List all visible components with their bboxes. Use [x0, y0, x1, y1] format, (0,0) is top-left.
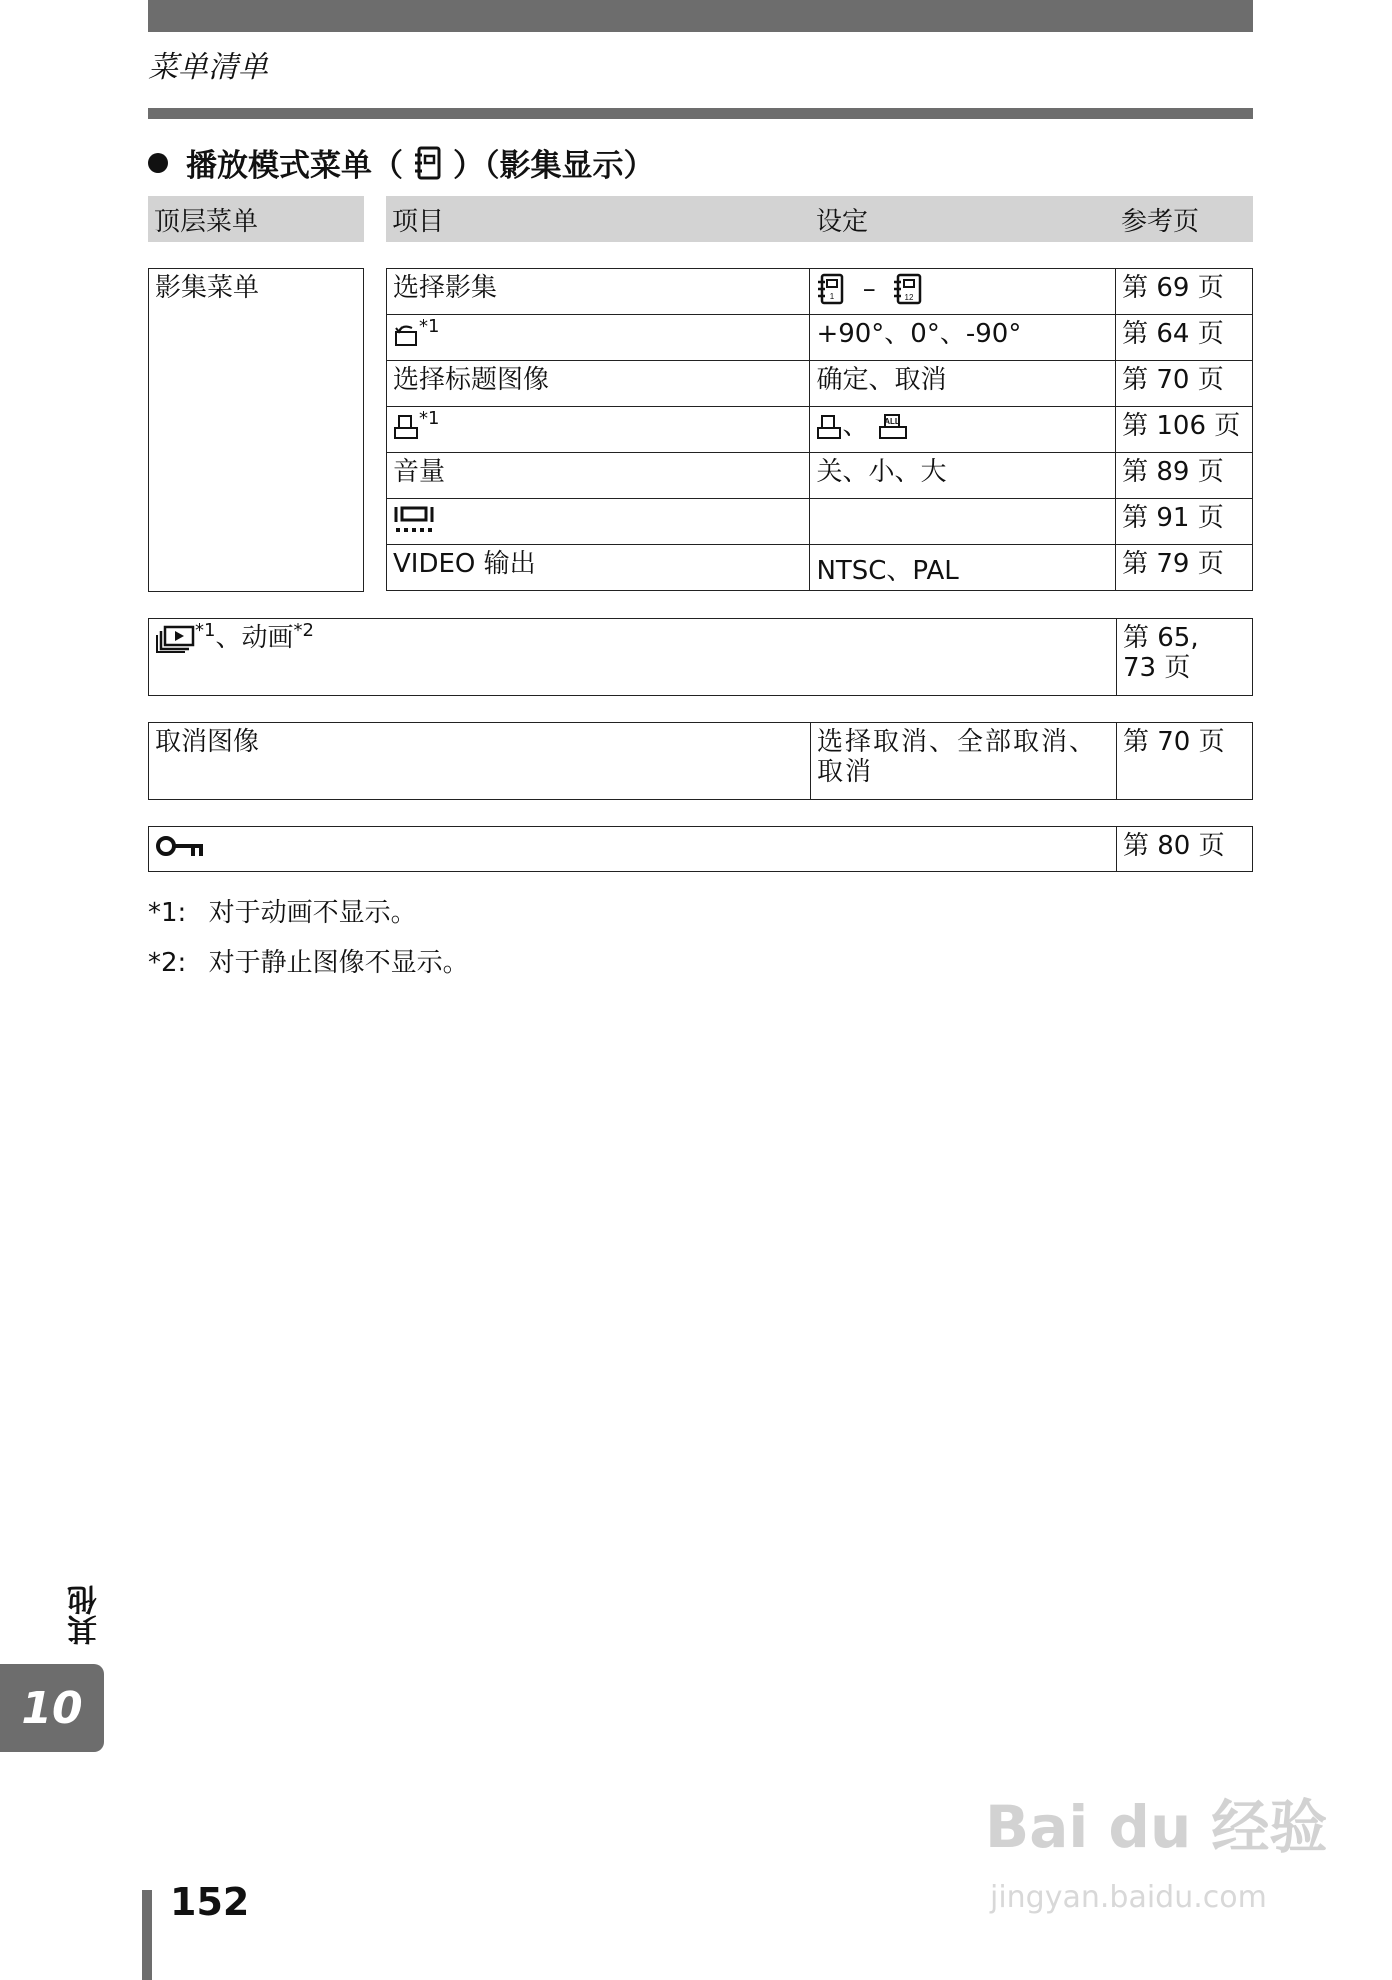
setting-dash: – — [862, 273, 876, 304]
rotate-icon — [393, 322, 419, 348]
header-top-menu-label: 顶层菜单 — [154, 206, 259, 237]
table-row — [387, 545, 1253, 591]
footnote-mark: *2 — [293, 620, 314, 641]
album-menu-table — [386, 268, 1253, 591]
watermark-url: jingyan.baidu.com — [990, 1880, 1267, 1915]
print-all-icon — [877, 412, 909, 442]
section-title-prefix: 播放模式菜单（ — [186, 148, 403, 184]
row-item — [387, 315, 810, 361]
chapter-label: 其他 — [68, 1585, 103, 1645]
section-title-suffix: ）（影集显示） — [453, 148, 655, 184]
row-setting: +90°、0°、-90° — [810, 315, 1116, 361]
footnote-1 — [148, 892, 417, 929]
table-row — [387, 407, 1253, 453]
bullet-icon — [148, 153, 168, 173]
protect-page: 第 80 页 — [1116, 827, 1253, 871]
page-line-2: 73 页 — [1123, 653, 1191, 683]
cancel-item: 取消图像 — [155, 727, 260, 757]
row-item — [387, 499, 810, 545]
protect-item — [149, 827, 211, 871]
cancel-row — [148, 722, 1253, 800]
print-single-icon — [816, 413, 842, 441]
row-page: 第 69 页 — [1116, 269, 1253, 315]
screen-brightness-icon — [393, 504, 435, 534]
row-setting: 关、小、大 — [810, 453, 1116, 499]
row-page: 第 79 页 — [1116, 545, 1253, 591]
footnote-2 — [148, 942, 469, 979]
slideshow-icon — [155, 625, 195, 653]
row-item — [387, 407, 810, 453]
album-12-icon — [892, 273, 924, 305]
album-menu-cell — [148, 268, 364, 592]
header-refpage-label: 参考页 — [1121, 206, 1200, 237]
print-icon — [393, 413, 419, 441]
album-1-icon — [816, 273, 846, 305]
row-page: 第 106 页 — [1116, 407, 1253, 453]
table-row — [387, 315, 1253, 361]
slideshow-row — [148, 618, 1253, 696]
header-top-menu — [148, 196, 364, 242]
row-item: 音量 — [387, 453, 810, 499]
watermark-brand: Bai du 经验 — [985, 1793, 1328, 1861]
album-menu-label: 影集菜单 — [155, 273, 260, 303]
svg-text:ALL: ALL — [883, 416, 900, 426]
table-row — [387, 269, 1253, 315]
row-page: 第 91 页 — [1116, 499, 1253, 545]
row-page: 第 64 页 — [1116, 315, 1253, 361]
row-setting — [810, 269, 1116, 315]
setting-separator: 、 — [842, 411, 869, 441]
slideshow-item — [149, 619, 320, 695]
footnote-mark: *1 — [419, 408, 440, 429]
chapter-tab: 10 — [0, 1664, 104, 1752]
footnote-text: 对于静止图像不显示。 — [208, 948, 469, 978]
row-item: VIDEO 输出 — [387, 545, 810, 591]
row-setting — [810, 407, 1116, 453]
page-line-1: 第 65, — [1123, 623, 1199, 653]
footnote-text: 对于动画不显示。 — [208, 898, 417, 928]
cancel-page: 第 70 页 — [1116, 723, 1253, 799]
header-top-bar — [148, 0, 1253, 32]
album-icon — [413, 146, 443, 180]
item-text: 选择影集 — [393, 273, 498, 303]
page-number: 152 — [170, 1880, 250, 1924]
row-page: 第 70 页 — [1116, 361, 1253, 407]
section-label: 菜单清单 — [148, 50, 268, 85]
page-number-bar — [142, 1890, 152, 1980]
table-row — [387, 499, 1253, 545]
section-title — [148, 140, 655, 185]
footnote-mark: *1 — [195, 620, 216, 641]
setting-line-2: 取消 — [817, 757, 874, 787]
svg-text:1: 1 — [830, 292, 835, 301]
key-icon — [155, 834, 205, 860]
footnote-mark: *2: — [148, 948, 187, 978]
footnote-mark: *1 — [419, 316, 440, 337]
row-setting: NTSC、PAL — [810, 545, 1116, 591]
row-page: 第 89 页 — [1116, 453, 1253, 499]
cancel-setting — [810, 723, 1116, 799]
row-setting — [810, 499, 1116, 545]
table-row — [387, 361, 1253, 407]
table-row — [387, 453, 1253, 499]
svg-text:12: 12 — [904, 293, 914, 302]
slideshow-page — [1116, 619, 1253, 695]
slideshow-text: 、动画 — [215, 623, 294, 653]
header-setting-label: 设定 — [816, 206, 869, 237]
setting-line-1: 选择取消、全部取消、 — [817, 727, 1098, 757]
header-columns — [386, 196, 1253, 242]
row-item: 选择标题图像 — [387, 361, 810, 407]
header-item-label: 项目 — [392, 206, 445, 237]
protect-row — [148, 826, 1253, 872]
row-item — [387, 269, 810, 315]
footnote-mark: *1: — [148, 898, 187, 928]
header-rule — [148, 108, 1253, 119]
row-setting: 确定、取消 — [810, 361, 1116, 407]
